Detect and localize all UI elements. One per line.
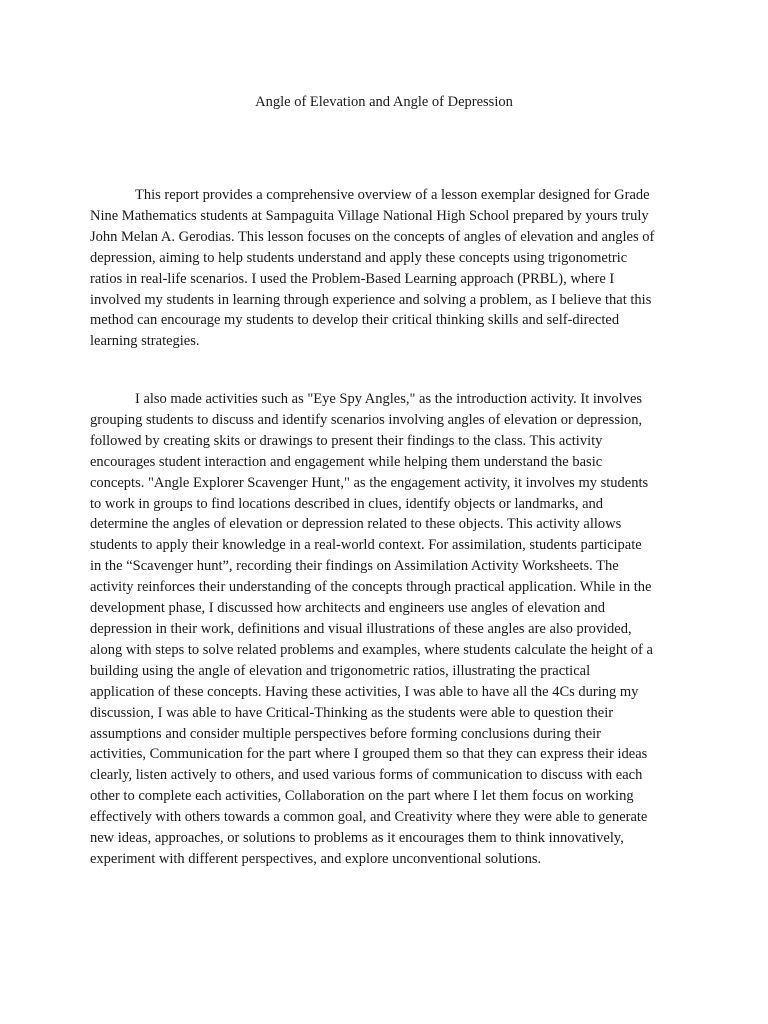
paragraph-2-line: encourages student interaction and engagement while helping them understand the basic bbox=[90, 453, 603, 470]
paragraph-1-line: ratios in real-life scenarios. I used the Problem-Based Learning approach (PRBL), where I bbox=[90, 270, 615, 287]
paragraph-1-line: involved my students in learning through experience and solving a problem, as I believe that this bbox=[90, 291, 652, 308]
paragraph-2-line: other to complete each activities, Collaboration on the part where I let them focus on working bbox=[90, 788, 634, 805]
paragraph-2-line: new ideas, approaches, or solutions to problems as it encourages them to think innovatively, bbox=[90, 830, 624, 847]
paragraph-1-line: This report provides a comprehensive overview of a lesson exemplar designed for Grade bbox=[135, 187, 650, 203]
paragraph-2-line: development phase, I discussed how architects and engineers use angles of elevation and bbox=[90, 600, 605, 617]
paragraph-2-line: discussion, I was able to have Critical-Thinking as the students were able to question their bbox=[90, 704, 614, 721]
paragraph-2-line: application of these concepts. Having these activities, I was able to have all the 4Cs during my bbox=[90, 683, 639, 700]
paragraph-2-line: assumptions and consider multiple perspectives before forming conclusions during their bbox=[90, 725, 602, 742]
paragraph-2-line: building using the angle of elevation and trigonometric ratios, illustrating the practical bbox=[90, 662, 591, 679]
paragraph-2-line: I also made activities such as "Eye Spy Angles," as the introduction activity. It involves bbox=[135, 391, 643, 407]
paragraph-1-line: depression, aiming to help students understand and apply these concepts using trigonometric bbox=[90, 249, 628, 266]
paragraph-2-line: to work in groups to find locations described in clues, identify objects or landmarks, and bbox=[90, 495, 604, 512]
paragraph-2-line: experiment with different perspectives, and explore unconventional solutions. bbox=[90, 850, 542, 867]
paragraph-2-line: in the “Scavenger hunt”, recording their findings on Assimilation Activity Worksheets. The bbox=[90, 558, 619, 575]
paragraph-1 bbox=[90, 185, 686, 352]
paragraph-2-line: activities, Communication for the part where I grouped them so that they can express their ideas bbox=[90, 746, 648, 763]
paragraph-1-line: John Melan A. Gerodias. This lesson focuses on the concepts of angles of elevation and angles of bbox=[90, 228, 655, 245]
document-title: Angle of Elevation and Angle of Depression bbox=[255, 94, 513, 110]
paragraph-2-line: depression in their work, definitions and visual illustrations of these angles are also provided, bbox=[90, 620, 632, 637]
paragraph-2 bbox=[90, 389, 686, 870]
paragraph-1-line: learning strategies. bbox=[90, 333, 200, 350]
paragraph-2-line: effectively with others towards a common goal, and Creativity where they were able to generate bbox=[90, 809, 648, 826]
paragraph-2-line: grouping students to discuss and identify scenarios involving angles of elevation or depression, bbox=[90, 411, 643, 428]
paragraph-2-line: students to apply their knowledge in a real-world context. For assimilation, students participate bbox=[90, 537, 642, 554]
paragraph-2-line: determine the angles of elevation or depression related to these objects. This activity allows bbox=[90, 516, 622, 533]
paragraph-2-line: activity reinforces their understanding of the concepts through practical application. While in the bbox=[90, 579, 652, 596]
paragraph-2-line: followed by creating skits or drawings to present their findings to the class. This activity bbox=[90, 432, 603, 449]
paragraph-1-line: Nine Mathematics students at Sampaguita Village National High School prepared by yours truly bbox=[90, 207, 649, 224]
paragraph-1-line: method can encourage my students to develop their critical thinking skills and self-directed bbox=[90, 312, 620, 329]
paragraph-2-line: clearly, listen actively to others, and used various forms of communication to discuss with each bbox=[90, 767, 643, 784]
paragraph-2-line: concepts. "Angle Explorer Scavenger Hunt," as the engagement activity, it involves my students bbox=[90, 474, 649, 491]
paragraph-2-line: along with steps to solve related problems and examples, where students calculate the height of a bbox=[90, 641, 653, 658]
